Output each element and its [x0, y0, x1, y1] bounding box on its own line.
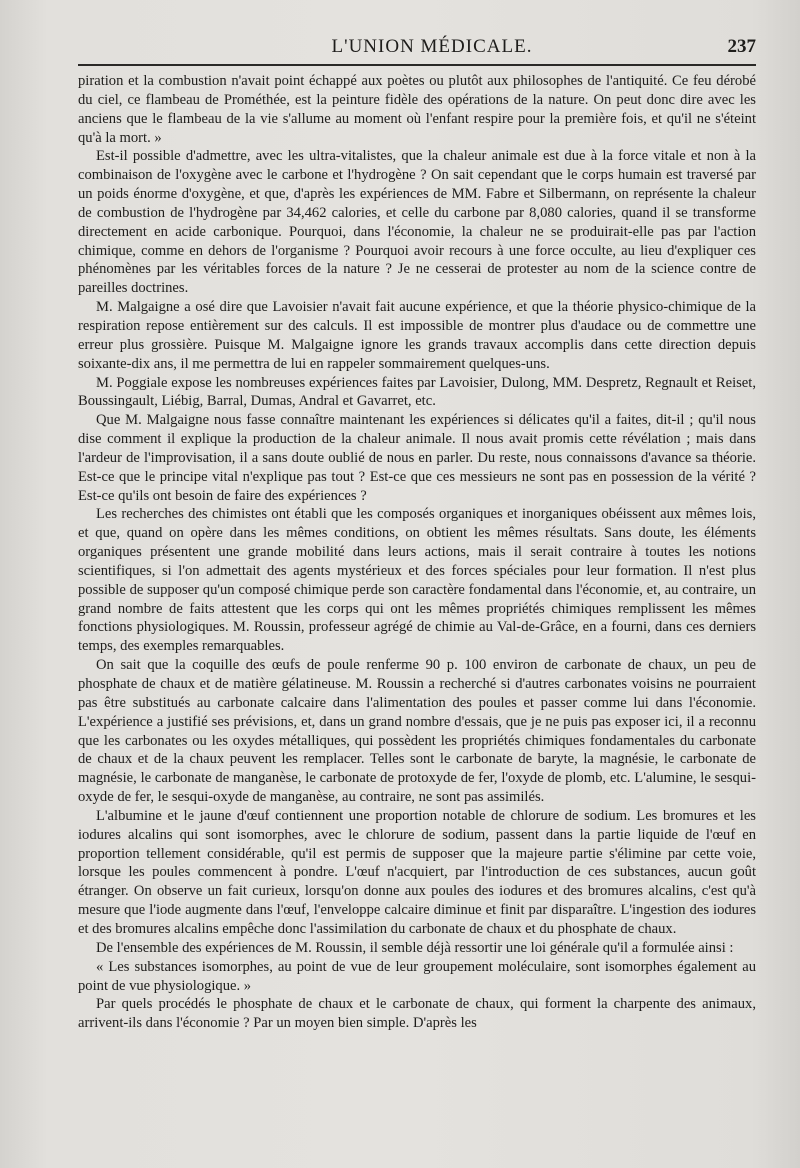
- paragraph: M. Malgaigne a osé dire que Lavoisier n'avait fait aucune expérience, et que la théorie physico-chimique de la respiration repose entièrement sur des calculs. Il est impossible de montrer plus d'audace ou de commettre une erreur plus grossière. Puisque M. Malgaigne ignore les grands travaux accomplis dans cette direction depuis soixante-dix ans, il me permettra de lui en rappeler sommairement quelques-uns.: [78, 299, 756, 372]
- paragraph: On sait que la coquille des œufs de poule renferme 90 p. 100 environ de carbonate de chaux, un peu de phosphate de chaux et de matière gélatineuse. M. Roussin a recherché si d'autres carbonates voisins ne pourraient pas être substitués au carbonate calcaire dans l'alimentation des poules et passer comme lui dans l'économie. L'expérience a justifié ses prévisions, et, dans un grand nombre d'essais, que je ne puis pas exposer ici, il a reconnu que les carbonates ou les oxydes métalliques, qui possèdent les propriétés chimiques fondamentales du carbonate de chaux et de la chaux peuvent les remplacer. Telles sont le carbonate de baryte, la magnésie, le carbonate de magnésie, le carbonate de manganèse, le carbonate de protoxyde de fer, l'oxyde de plomb, etc. L'alumine, le sesqui-oxyde de fer, le sesqui-oxyde de manganèse, au contraire, ne sont pas assimilés.: [78, 657, 756, 806]
- paragraph: L'albumine et le jaune d'œuf contiennent une proportion notable de chlorure de sodium. Les bromures et les iodures alcalins qui sont isomorphes, avec le chlorure de sodium, passent dans la partie liquide de l'œuf en proportion tellement considérable, qu'il est permis de supposer que la majeure partie s'élimine par cette voie, lorsque les poules commencent à pondre. L'œuf n'acquiert, par l'introduction de ces substances, aucun goût étranger. On observe un fait curieux, lorsqu'on donne aux poules des iodures et des bromures alcalins, c'est qu'à mesure que l'iode augmente dans l'œuf, l'enveloppe calcaire diminue et finit par disparaître. L'ingestion des iodures et des bromures alcalins empêche donc l'assimilation du carbonate de chaux et du phosphate de chaux.: [78, 807, 756, 937]
- page-header: [78, 34, 756, 64]
- header-rule: [78, 64, 756, 66]
- paragraph: Que M. Malgaigne nous fasse connaître maintenant les expériences si délicates qu'il a faites, dit-il ; qu'il nous dise comment il explique la production de la chaleur animale. Il nous avait promis cette révélation ; mais dans l'ardeur de l'improvisation, il a sans doute oublié de nous en parler. Du reste, nous connaissons d'avance sa théorie. Est-ce que le principe vital n'explique pas tout ? Est-ce que ces messieurs ne sont pas en possession de la vérité ? Est-ce qu'ils ont besoin de faire des expériences ?: [78, 412, 756, 504]
- running-title: L'UNION MÉDICALE.: [331, 36, 533, 57]
- paragraph-continued: piration et la combustion n'avait point échappé aux poètes ou plutôt aux philosophes de l'antiquité. Ce feu dérobé du ciel, ce flambeau de Prométhée, est la peinture fidèle des opérations de la nature. On peut donc dire avec les anciens que le flambeau de la vie s'allume au moment où l'enfant respire pour la première fois, et qu'il ne s'éteint qu'à la mort. »: [78, 73, 756, 146]
- quotation: « Les substances isomorphes, au point de vue de leur groupement moléculaire, sont isomorphes également au point de vue physiologique. »: [78, 958, 756, 994]
- paragraph: Est-il possible d'admettre, avec les ultra-vitalistes, que la chaleur animale est due à la force vitale et non à la combinaison de l'oxygène avec le carbone et l'hydrogène ? On sait cependant que le corps humain est traversé par un poids énorme d'oxygène, et que, d'après les expériences de MM. Fabre et Silbermann, on représente la chaleur de combustion de l'hydrogène par 34,462 calories, et celle du carbone par 8,080 calories, quand il se transforme directement en acide carbonique. Pourquoi, dans l'économie, la chaleur ne se produirait-elle pas par l'action chimique, comme en dehors de l'organisme ? Pourquoi avoir recours à une force occulte, au lieu d'expliquer ces phénomènes par les véritables forces de la nature ? Je ne cesserai de protester au nom de la science contre de pareilles doctrines.: [78, 148, 756, 297]
- paragraph: De l'ensemble des expériences de M. Roussin, il semble déjà ressortir une loi générale qu'il a formulée ainsi :: [96, 939, 734, 956]
- page-number: 237: [727, 36, 756, 57]
- paragraph: Par quels procédés le phosphate de chaux et le carbonate de chaux, qui forment la charpente des animaux, arrivent-ils dans l'économie ? Par un moyen bien simple. D'après les: [78, 996, 756, 1032]
- paragraph: M. Poggiale expose les nombreuses expériences faites par Lavoisier, Dulong, MM. Despretz, Regnault et Reiset, Boussingault, Liébig, Barral, Dumas, Andral et Gavarret, etc.: [78, 374, 756, 410]
- body-text: [78, 72, 756, 1033]
- paragraph: Les recherches des chimistes ont établi que les composés organiques et inorganiques obéissent aux mêmes lois, et que, quand on opère dans les mêmes conditions, on obtient les mêmes résultats. Sans doute, les éléments organiques présentent une grande mobilité dans leurs actions, mais il serait contraire à toutes les notions scientifiques, si l'on admettait des agents mystérieux et des forces spéciales pour leur formation. Il n'est plus possible de supposer qu'un composé chimique perde son caractère fondamental dans l'économie, et, au contraire, un grand nombre de faits attestent que les corps qui ont les mêmes propriétés chimiques remplissent les mêmes fonctions physiologiques. M. Roussin, professeur agrégé de chimie au Val-de-Grâce, en a fourni, dans ces derniers temps, des exemples remarquables.: [78, 506, 756, 655]
